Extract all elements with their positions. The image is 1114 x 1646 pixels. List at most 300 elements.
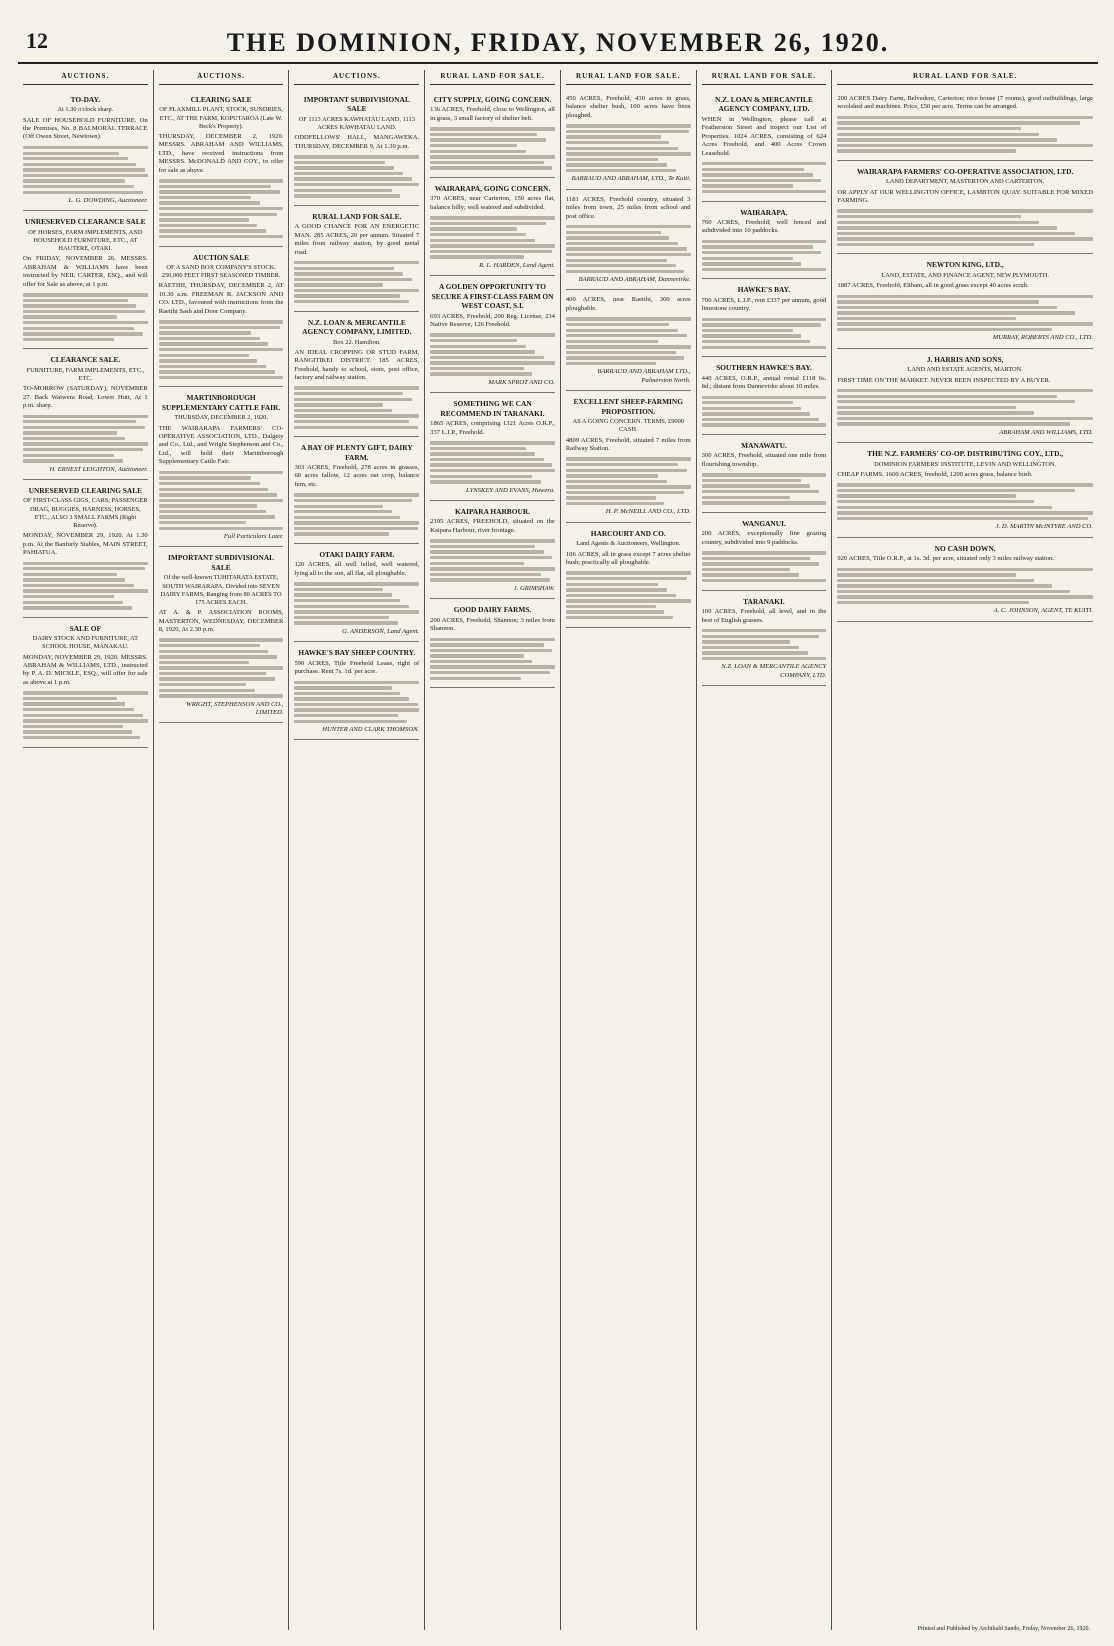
print-line <box>23 442 148 445</box>
ad-subheading: OF FIRST-CLASS GIGS, CARS, PASSENGER DRAG, BUGGIES, HARNESS, HORSES, ETC., ALSO 3 SMALL FARMS (Right Reserve). <box>23 497 148 529</box>
print-line <box>430 244 555 247</box>
column-heading: RURAL LAND FOR SALE. <box>702 70 827 85</box>
ad-subheading: THURSDAY, DECEMBER 2, 1920. <box>174 414 268 422</box>
ad-signature: H. ERNEST LEIGHTON, Auctioneer. <box>49 465 148 473</box>
small-print-lines <box>294 582 419 624</box>
small-print-lines <box>159 471 284 530</box>
print-line <box>566 496 656 499</box>
small-print-lines <box>23 562 148 610</box>
column-3 <box>289 70 425 1630</box>
print-line <box>294 593 391 596</box>
ad-heading: AUCTION SALE <box>193 252 250 262</box>
print-line <box>159 365 266 368</box>
ad-heading: J. HARRIS AND SONS, <box>926 354 1004 364</box>
print-line <box>159 207 284 210</box>
print-line <box>702 629 827 632</box>
advertisement <box>566 391 691 523</box>
advertisement <box>837 161 1093 255</box>
print-line <box>430 562 524 565</box>
print-line <box>294 161 385 164</box>
ad-body: MONDAY, NOVEMBER 29, 1920. At 1.30 p.m. At the Banfurly Stables, MAIN STREET, PAHIATUA. <box>23 532 148 557</box>
print-line <box>294 392 403 395</box>
advertisement <box>702 513 827 591</box>
print-line <box>566 356 684 359</box>
print-line <box>294 599 400 602</box>
print-line <box>159 331 251 334</box>
advertisement <box>294 312 419 438</box>
advertisement <box>430 599 555 688</box>
print-line <box>23 420 136 423</box>
ad-body: AT A. & P. ASSOCIATION ROOMS, MASTERTON, WEDNESDAY, DECEMBER 8, 1920, At 2.30 p.m. <box>158 609 284 633</box>
ad-body: 1181 ACRES, Freehold country, situated 3 miles from town, 25 miles from school and post office. <box>565 195 691 220</box>
print-line <box>837 422 1070 425</box>
column-heading: RURAL LAND FOR SALE. <box>837 70 1093 85</box>
print-line <box>23 714 143 717</box>
ad-heading: SOUTHERN HAWKE'S BAY. <box>716 363 812 373</box>
print-line <box>566 253 691 256</box>
ad-body: 590 ACRES, Title Freehold Lease, right of purchase. Rent 7s. 1d. per acre. <box>294 659 420 676</box>
print-line <box>294 272 403 275</box>
print-line <box>837 295 1093 298</box>
ad-subheading: FURNITURE, FARM IMPLEMENTS, ETC., ETC. <box>26 366 145 383</box>
small-print-lines <box>159 320 284 379</box>
print-line <box>159 527 284 530</box>
print-line <box>294 267 394 270</box>
print-line <box>23 304 136 307</box>
print-line <box>837 573 1016 576</box>
print-line <box>702 245 813 248</box>
print-line <box>294 189 391 192</box>
column-1 <box>18 70 154 1630</box>
small-print-lines <box>566 124 691 172</box>
print-line <box>837 517 1088 520</box>
print-line <box>566 317 691 320</box>
print-line <box>159 201 260 204</box>
print-line <box>294 177 411 180</box>
ad-body: 1865 ACRES, comprising 1321 Acres O.R.P., 337 L.I.P., Freehold. <box>430 420 555 436</box>
ad-body: 370 ACRES, near Carterton, 150 acres flat, balance hilly; well watered and subdivided. <box>430 195 555 211</box>
print-line <box>702 657 827 660</box>
advertisement <box>837 254 1093 348</box>
print-line <box>430 441 555 444</box>
print-line <box>837 489 1075 492</box>
print-line <box>837 328 1052 331</box>
ad-signature: BARRAUD AND ABRAHAM LTD., Palmerston North. <box>597 368 691 384</box>
page-number: 12 <box>26 28 48 53</box>
ad-heading: WAIRARAPA, GOING CONCERN. <box>434 183 551 193</box>
print-line <box>159 213 277 216</box>
masthead <box>18 24 1098 64</box>
ad-heading: HAWKE'S BAY SHEEP COUNTRY. <box>298 648 416 658</box>
print-line <box>23 562 148 565</box>
print-line <box>159 515 275 518</box>
print-line <box>702 496 791 499</box>
ad-heading: WANGANUI. <box>742 518 786 528</box>
print-line <box>430 539 555 542</box>
print-line <box>23 437 125 440</box>
print-line <box>159 218 249 221</box>
small-print-lines <box>430 638 555 680</box>
print-line <box>23 338 114 341</box>
ad-signature: Full Particulars Later. <box>223 532 284 540</box>
print-line <box>566 236 670 239</box>
ad-heading: A GOLDEN OPPORTUNITY TO SECURE A FIRST-CLASS FARM ON WEST COAST, S.I. <box>431 282 554 311</box>
ad-heading: NEWTON KING, LTD., <box>926 260 1004 270</box>
print-line <box>159 179 284 182</box>
ad-heading: CITY SUPPLY, GOING CONCERN. <box>433 94 552 104</box>
print-line <box>702 423 827 426</box>
print-line <box>294 714 398 717</box>
small-print-lines <box>159 638 284 697</box>
ad-heading: TO-DAY. <box>70 94 101 104</box>
small-print-lines <box>430 333 555 375</box>
print-line <box>294 588 383 591</box>
print-line <box>566 270 684 273</box>
ad-body: 120 ACRES, all well felled, well watered, lying all to the sun, all flat, all ploughable. <box>294 561 420 577</box>
print-line <box>837 306 1057 309</box>
ad-signature: L. G. DOWDING, Auctioneer. <box>68 196 148 204</box>
small-print-lines <box>430 539 555 581</box>
ad-body: MONDAY, NOVEMBER 29, 1920. MESSRS. ABRAHAM & WILLIAMS, LTD., instructed by P. A. D. MICKLE, ESQ., will offer for sale as above at 1 p.m. <box>23 653 148 686</box>
print-line <box>566 158 658 161</box>
print-line <box>159 185 271 188</box>
print-line <box>159 521 246 524</box>
print-line <box>702 257 793 260</box>
print-line <box>430 222 546 225</box>
columns <box>18 70 1098 1630</box>
print-line <box>837 133 1039 136</box>
print-line <box>23 702 125 705</box>
ad-heading: IMPORTANT SUBDIVISIONAL SALE <box>168 553 275 572</box>
print-line <box>702 412 811 415</box>
small-print-lines <box>294 155 419 197</box>
ad-subheading: AS A GOING CONCERN. TERMS, £9000 CASH. <box>572 418 685 434</box>
ad-body: 200 ACRES, Freehold, Shannon; 3 miles from Shannon. <box>430 616 555 633</box>
advertisement <box>702 89 827 202</box>
ad-heading: UNRESERVED CLEARING SALE <box>28 485 143 495</box>
ad-body: 200 ACRES Dairy Farm, Belvedere, Carterton; nice house (7 rooms), good outbuildings, large woolshed and machines. Price, £50 per acre. Terms can be arranged. <box>837 94 1093 111</box>
ad-body: OR APPLY AT OUR WELLINGTON OFFICE, LAMBTON QUAY. SUITABLE FOR MIXED FARMING. <box>837 188 1093 204</box>
print-line <box>837 494 1016 497</box>
advertisement <box>837 349 1093 443</box>
print-line <box>430 654 524 657</box>
print-line <box>430 480 541 483</box>
print-line <box>566 135 661 138</box>
small-print-lines <box>430 127 555 169</box>
advertisement <box>430 178 555 276</box>
print-line <box>702 401 793 404</box>
print-line <box>23 163 136 166</box>
ad-subheading: LAND, ESTATE, AND FINANCE AGENT, NEW PLYMOUTH. <box>881 271 1049 279</box>
print-line <box>702 407 802 410</box>
column-heading: RURAL LAND FOR SALE. <box>566 70 691 85</box>
ad-body: SALE OF HOUSEHOLD FURNITURE. On the Premises, No. 8 BALMORAL TERRACE (Off Owen Street, Newtown). <box>23 116 148 141</box>
advertisement <box>702 279 827 357</box>
print-line <box>159 482 260 485</box>
print-line <box>430 545 535 548</box>
print-line <box>837 127 1021 130</box>
print-line <box>837 568 1093 571</box>
print-line <box>159 370 275 373</box>
ad-heading: A BAY OF PLENTY GIFT, DAIRY FARM. <box>300 443 413 462</box>
print-line <box>837 209 1093 212</box>
ad-body: THE WAIRARAPA FARMERS' CO-OPERATIVE ASSOCIATION, LTD., Dalgety and Co., Ltd., and Wright Stephenson and Co., Ltd., will hold their Martinborough Supplementary Cattle Fair. <box>158 424 284 466</box>
print-line <box>294 414 419 417</box>
print-line <box>159 229 266 232</box>
print-line <box>23 691 148 694</box>
print-line <box>702 179 822 182</box>
small-print-lines <box>566 317 691 365</box>
ad-signature: J. D. MARTIN McINTYRE AND CO. <box>995 523 1093 531</box>
print-line <box>566 242 678 245</box>
ad-signature: N.Z. LOAN & MERCANTILE AGENCY COMPANY, LTD. <box>721 663 827 679</box>
column-5 <box>561 70 697 1630</box>
print-line <box>430 150 526 153</box>
print-line <box>294 582 419 585</box>
print-line <box>294 697 409 700</box>
small-print-lines <box>294 493 419 535</box>
print-line <box>430 144 517 147</box>
print-line <box>430 216 555 219</box>
print-line <box>294 621 398 624</box>
print-line <box>23 589 148 592</box>
ad-signature: LYNSKEY AND EVANS, Hawera. <box>466 486 555 494</box>
small-print-lines <box>430 441 555 483</box>
print-line <box>702 579 827 582</box>
advertisement <box>159 387 284 547</box>
ad-body: 440 ACRES, O.R.P., annual rental £118 6s. 8d.; distant from Dannevirke about 10 miles. <box>701 374 827 391</box>
print-line <box>159 196 251 199</box>
print-line <box>430 643 543 646</box>
print-line <box>430 155 555 158</box>
print-line <box>159 689 255 692</box>
ad-body: WHEN in Wellington, please call at Featherston Street and inspect our List of Properties. 1024 ACRES, consisting of 624 Acres Freehold, and 400 Acres Crown Leasehold. <box>701 115 827 157</box>
small-print-lines <box>702 473 827 504</box>
ad-body: 920 ACRES, Title O.R.P., at 1s. 3d. per acre, situated only 3 miles railway station. <box>837 555 1054 563</box>
ad-signature: J. GRIMSHAW. <box>513 584 555 592</box>
print-line <box>430 339 517 342</box>
small-print-lines <box>837 389 1093 426</box>
ad-subheading: DAIRY STOCK AND FURNITURE, AT SCHOOL HOUSE, MANAKAU. <box>32 635 138 651</box>
small-print-lines <box>294 261 419 303</box>
print-line <box>159 354 249 357</box>
print-line <box>430 166 552 169</box>
ad-signature: G. ANDERSON, Land Agent. <box>342 627 420 635</box>
ad-signature: MARK SPROT AND CO. <box>488 378 555 386</box>
print-line <box>23 310 145 313</box>
print-line <box>430 556 552 559</box>
advertisement <box>430 89 555 178</box>
print-line <box>294 300 409 303</box>
print-line <box>23 327 134 330</box>
print-line <box>702 268 827 271</box>
print-line <box>837 116 1093 119</box>
print-line <box>23 697 117 700</box>
print-line <box>430 350 535 353</box>
print-line <box>566 605 656 608</box>
advertisement <box>702 202 827 280</box>
ad-subheading: OF FLAXMILL PLANT, STOCK, SUNDRIES, ETC., AT THE FARM, KOPUTAROA (Late W. Beck's Property). <box>159 106 283 130</box>
advertisement <box>566 89 691 190</box>
column-6 <box>697 70 833 1630</box>
print-line <box>837 411 1034 414</box>
advertisement <box>294 642 419 740</box>
print-line <box>294 527 417 530</box>
print-line <box>702 651 808 654</box>
print-line <box>294 521 419 524</box>
newspaper-title: THE DOMINION, FRIDAY, NOVEMBER 26, 1920. <box>226 28 890 57</box>
print-line <box>294 510 391 513</box>
print-line <box>566 147 678 150</box>
print-line <box>159 504 258 507</box>
print-line <box>23 606 132 609</box>
advertisement <box>159 247 284 388</box>
ad-signature: BARRAUD AND ABRAHAM, LTD., Te Kuiti. <box>571 175 691 183</box>
print-line <box>566 610 665 613</box>
print-line <box>702 323 822 326</box>
print-line <box>159 320 284 323</box>
print-line <box>23 191 143 194</box>
print-line <box>294 493 419 496</box>
advertisement <box>430 501 555 599</box>
ad-signature: HUNTER AND CLARK THOMSON. <box>322 725 420 733</box>
small-print-lines <box>702 551 827 582</box>
column-7 <box>832 70 1098 1630</box>
small-print-lines <box>159 179 284 238</box>
print-line <box>566 491 684 494</box>
ad-body: 300 ACRES, Freehold, situated one mile from flourishing township. <box>701 452 827 468</box>
ad-body: 1887 ACRES, Freehold, Eltham, all in good grass except 40 acres scrub. <box>837 282 1029 290</box>
small-print-lines <box>430 216 555 258</box>
print-line <box>837 322 1093 325</box>
small-print-lines <box>566 225 691 273</box>
ad-body: 760 ACRES, Freehold; well fenced and subdivided into 10 paddocks. <box>701 219 827 235</box>
print-line <box>159 661 249 664</box>
print-line <box>837 243 1034 246</box>
ad-heading: MARTINBOROUGH SUPPLEMENTARY CATTLE FAIR. <box>161 393 281 412</box>
print-line <box>159 471 284 474</box>
print-line <box>837 389 1093 392</box>
print-line <box>430 567 555 570</box>
print-line <box>23 415 148 418</box>
ad-signature: BARRAUD AND ABRAHAM, Dannevirke. <box>578 276 691 284</box>
print-line <box>294 605 409 608</box>
small-print-lines <box>702 396 827 427</box>
ad-subheading: Box 22. Hamilton. <box>333 338 381 346</box>
small-print-lines <box>294 386 419 428</box>
ad-heading: N.Z. LOAN & MERCANTILE AGENCY COMPANY, LIMITED. <box>302 317 412 337</box>
print-line <box>566 463 678 466</box>
small-print-lines <box>837 209 1093 246</box>
print-line <box>837 511 1093 514</box>
print-line <box>159 666 284 669</box>
advertisement <box>294 206 419 312</box>
print-line <box>837 226 1057 229</box>
print-line <box>159 510 266 513</box>
small-print-lines <box>702 162 827 193</box>
small-print-lines <box>566 571 691 619</box>
print-line <box>702 479 802 482</box>
print-line <box>23 174 148 177</box>
print-line <box>159 677 275 680</box>
advertisement <box>23 349 148 480</box>
ad-heading: CLEARING SALE <box>190 94 252 104</box>
print-line <box>566 571 691 574</box>
ad-heading: N.Z. LOAN & MERCANTILE AGENCY COMPANY, LTD. <box>714 94 813 114</box>
print-line <box>159 476 251 479</box>
print-line <box>566 231 661 234</box>
ad-heading: SALE OF <box>69 623 102 633</box>
print-line <box>837 590 1070 593</box>
ad-subheading: DOMINION FARMERS' INSTITUTE, LEVIN AND WELLINGTON. <box>874 460 1057 468</box>
print-line <box>566 616 673 619</box>
ad-subheading: At 1.30 o'clock sharp. <box>57 106 114 114</box>
print-line <box>566 457 691 460</box>
print-line <box>702 396 827 399</box>
print-line <box>430 345 526 348</box>
advertisement <box>294 89 419 206</box>
print-line <box>837 506 1052 509</box>
print-line <box>702 490 819 493</box>
print-line <box>702 557 811 560</box>
print-line <box>294 278 411 281</box>
print-line <box>702 418 819 421</box>
ad-heading: GOOD DAIRY FARMS. <box>453 605 532 615</box>
print-line <box>159 694 284 697</box>
print-line <box>430 677 521 680</box>
column-heading: AUCTIONS. <box>23 70 148 85</box>
print-line <box>430 361 555 364</box>
print-line <box>159 638 284 641</box>
ad-body: FIRST TIME ON THE MARKET. NEVER BEEN INSPECTED BY A BUYER. <box>837 376 1051 384</box>
print-line <box>159 650 269 653</box>
print-line <box>837 500 1034 503</box>
print-line <box>23 601 123 604</box>
ad-subheading: OF A SAND BOX COMPANY'S STOCK. 250,000 FEET FIRST SEASONED TIMBER. <box>161 264 281 280</box>
print-line <box>430 671 550 674</box>
print-line <box>837 317 1016 320</box>
print-line <box>294 183 419 186</box>
print-line <box>430 250 552 253</box>
print-line <box>23 567 145 570</box>
ad-signature: ABRAHAM AND WILLIAMS, LTD. <box>999 428 1093 436</box>
advertisement <box>430 393 555 501</box>
print-line <box>23 321 148 324</box>
print-line <box>23 315 117 318</box>
ad-subheading: LAND DEPARTMENT, MASTERTON AND CARTERTON. <box>885 178 1045 186</box>
print-line <box>430 333 555 336</box>
print-line <box>430 638 555 641</box>
print-line <box>159 190 280 193</box>
print-line <box>294 166 394 169</box>
print-line <box>430 578 550 581</box>
small-print-lines <box>23 691 148 739</box>
print-line <box>294 516 400 519</box>
column-2 <box>154 70 290 1630</box>
print-line <box>294 403 383 406</box>
advertisement <box>837 443 1093 537</box>
print-line <box>566 480 667 483</box>
print-line <box>837 406 1016 409</box>
print-line <box>159 655 277 658</box>
print-line <box>837 601 1029 604</box>
ad-body: THURSDAY, DECEMBER 2, 1920. MESSRS. ABRAHAM AND WILLIAMS, LTD., have received instructions from MESSRS. McDONALD AND COY., to offer for sale as above. <box>158 132 284 174</box>
print-line <box>430 356 543 359</box>
print-line <box>837 144 1093 147</box>
advertisement <box>566 523 691 628</box>
print-line <box>23 454 114 457</box>
print-line <box>294 681 419 684</box>
